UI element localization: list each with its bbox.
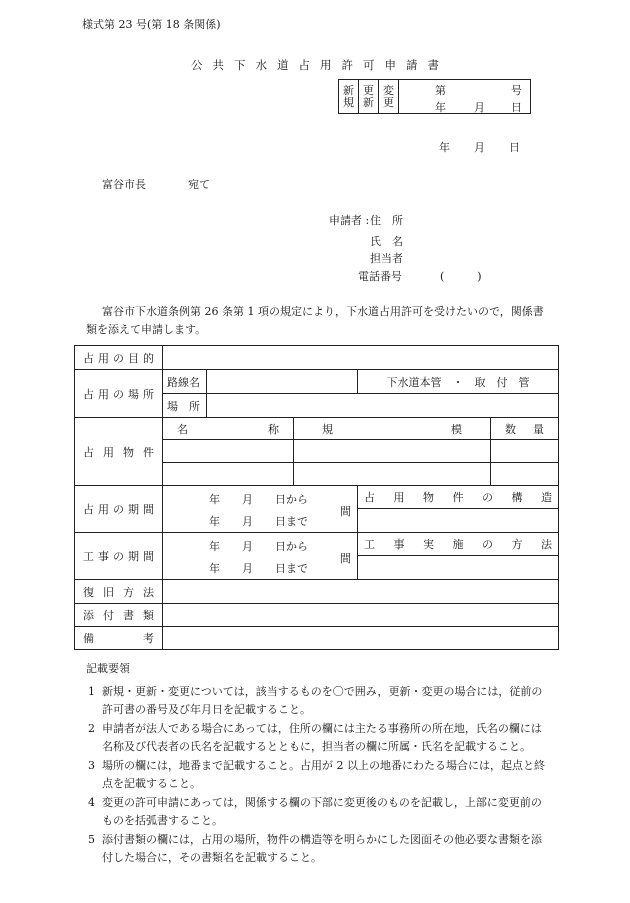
addressee-name: 富谷市長 <box>102 178 146 191</box>
person-in-charge-label: 担当者 <box>370 252 403 265</box>
object-name-1[interactable] <box>163 440 294 463</box>
status-new[interactable]: 新規 <box>339 80 359 113</box>
object-scale-1[interactable] <box>294 440 491 463</box>
instruction-item: 5 添付書類の欄には，占用の場所，物件の構造等を明らかにした図面その他必要な書類を添付した場合に，その書類名を記載すること。 <box>88 833 542 864</box>
status-change[interactable]: 変更 <box>379 80 399 113</box>
permit-day: 日 <box>511 101 522 114</box>
objects-label: 占用物件 <box>75 418 163 486</box>
attachments-label: 添付書類 <box>75 604 163 627</box>
object-qty-1[interactable] <box>491 440 559 463</box>
col-scale-header: 規模 <box>294 418 491 440</box>
phone-label: 電話番号 <box>358 270 402 283</box>
object-scale-2[interactable] <box>294 463 491 486</box>
restoration-label: 復旧方法 <box>75 580 163 604</box>
addressee-suffix: 宛て <box>188 178 210 191</box>
row-restoration <box>75 580 559 604</box>
application-table <box>74 345 559 650</box>
document-title <box>0 57 630 73</box>
number-prefix: 第 <box>435 84 446 97</box>
instructions-title: 記載要領 <box>86 662 130 675</box>
document-title-text: 公共下水道占用許可申請書 <box>191 58 449 72</box>
occupancy-period-label: 占用の期間 <box>75 486 163 533</box>
structure-label-wrap <box>358 486 558 509</box>
permit-number-field[interactable] <box>399 80 530 113</box>
filing-instructions <box>80 660 550 868</box>
applicant-label: 申請者 : <box>329 214 370 227</box>
address-label: 住 所 <box>370 214 403 227</box>
occupancy-to: 年 月 日まで <box>209 515 308 528</box>
occupancy-period-field[interactable] <box>163 486 358 533</box>
row-attachments <box>75 604 559 627</box>
status-box <box>338 79 531 114</box>
construction-between: 間 <box>340 552 351 565</box>
method-label-wrap <box>358 533 558 556</box>
col-name-header: 名称 <box>163 418 294 440</box>
addressee <box>102 176 210 192</box>
pipe-type-options[interactable]: 下水道本管 ・ 取 付 管 <box>358 370 559 394</box>
row-remarks <box>75 627 559 650</box>
structure-label: 占用物件の構造 <box>364 491 553 504</box>
row-place-route <box>75 370 559 394</box>
row-occupancy-period <box>75 486 559 533</box>
remarks-field[interactable] <box>163 627 559 650</box>
phone-paren[interactable]: ( ) <box>440 270 482 283</box>
place-label: 占用の場所 <box>75 370 163 418</box>
object-qty-2[interactable] <box>491 463 559 486</box>
method-label: 工事実施の方法 <box>364 538 553 551</box>
number-suffix: 号 <box>511 84 522 97</box>
permit-month: 月 <box>474 101 485 114</box>
construction-period-label: 工事の期間 <box>75 533 163 580</box>
object-name-2[interactable] <box>163 463 294 486</box>
status-renew[interactable]: 更新 <box>359 80 379 113</box>
instruction-item: 1 新規・更新・変更については，該当するものを〇で囲み，更新・変更の場合には，従前の許可書の番号及び年月日を記載すること。 <box>88 685 543 716</box>
occupancy-from: 年 月 日から <box>209 493 308 506</box>
location-field[interactable] <box>207 394 559 418</box>
instruction-item: 2 申請者が法人である場合にあっては，住所の欄には主たる事務所の所在地，氏名の欄には名称及び代表者の氏名を記載するとともに，担当者の欄に所属・氏名を記載すること。 <box>88 722 542 753</box>
remarks-label: 備考 <box>75 627 163 650</box>
col-qty-header: 数量 <box>491 418 559 440</box>
name-label: 氏 名 <box>370 235 403 248</box>
date-month: 月 <box>474 141 485 154</box>
date-day: 日 <box>509 141 520 154</box>
application-statement: 富谷市下水道条例第 26 条第 1 項の規定により，下水道占用許可を受けたいので，関係書類を添えて申請します。 <box>86 305 544 336</box>
attachments-field[interactable] <box>163 604 559 627</box>
row-objects-header <box>75 418 559 440</box>
route-field[interactable] <box>207 370 358 394</box>
route-label: 路線名 <box>163 370 207 394</box>
construction-period-field[interactable] <box>163 533 358 580</box>
purpose-field[interactable] <box>163 346 559 370</box>
method-field[interactable] <box>358 556 558 579</box>
row-purpose <box>75 346 559 370</box>
structure-cell <box>358 486 559 533</box>
instruction-item: 4 変更の許可申請にあっては，関係する欄の下部に変更後のものを記載し，上部に変更前のものを括弧書すること。 <box>88 796 542 827</box>
row-construction-period <box>75 533 559 580</box>
construction-to: 年 月 日まで <box>209 562 308 575</box>
date-year: 年 <box>439 141 450 154</box>
location-label: 場 所 <box>163 394 207 418</box>
restoration-field[interactable] <box>163 580 559 604</box>
form-number: 様式第 23 号(第 18 条関係) <box>82 18 221 31</box>
construction-from: 年 月 日から <box>209 540 308 553</box>
instruction-item: 3 場所の欄には，地番まで記載すること。占用が 2 以上の地番にわたる場合には，起点と終点を記載すること。 <box>88 759 545 790</box>
method-cell <box>358 533 559 580</box>
purpose-label: 占用の目的 <box>75 346 163 370</box>
structure-field[interactable] <box>358 509 558 532</box>
permit-year: 年 <box>435 101 446 114</box>
occupancy-between: 間 <box>340 505 351 518</box>
